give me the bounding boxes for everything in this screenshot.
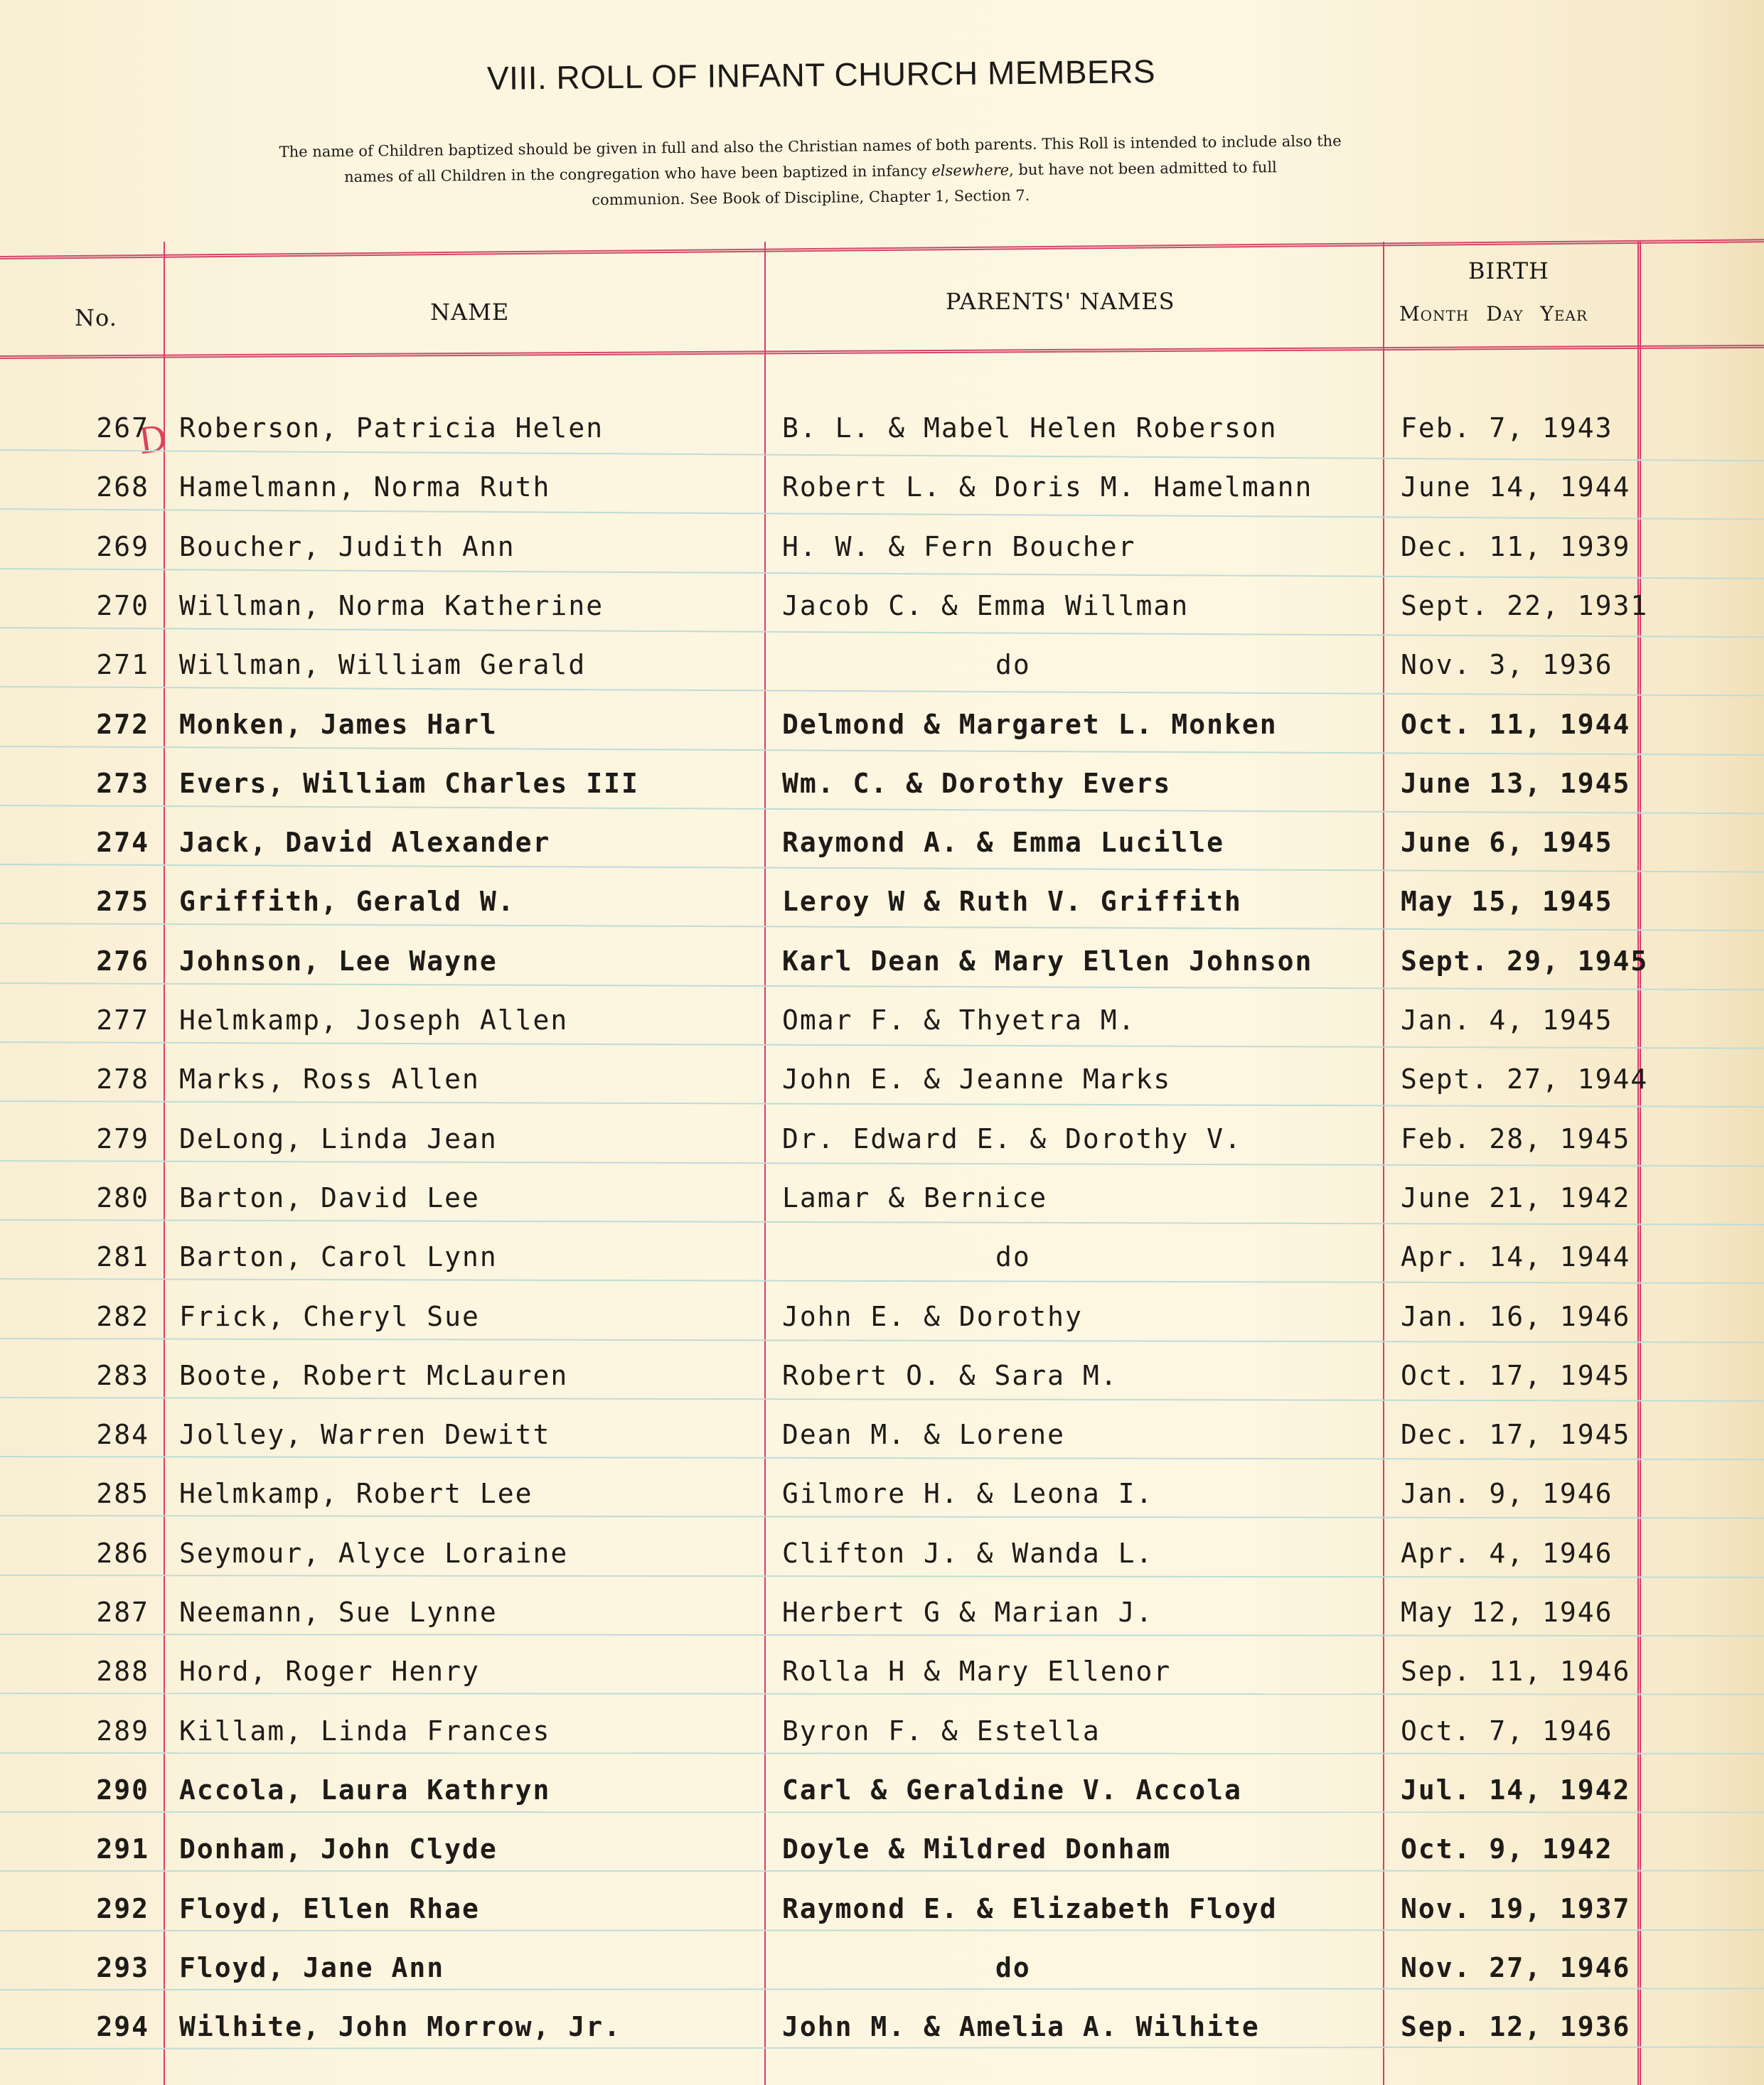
table-row [0, 412, 1764, 455]
birth-date: June 6, 1945 [1401, 827, 1613, 858]
birth-date: Jul. 14, 1942 [1401, 1774, 1631, 1806]
row-number: 277 [96, 1004, 149, 1036]
header-top-rule [0, 239, 1764, 259]
row-number: 291 [96, 1833, 149, 1865]
child-name: Helmkamp, Joseph Allen [179, 1004, 569, 1036]
table-row [0, 1893, 1764, 1936]
parents-names: Jacob C. & Emma Willman [782, 590, 1190, 621]
child-name: Neemann, Sue Lynne [179, 1597, 498, 1628]
birth-date: Oct. 11, 1944 [1401, 709, 1631, 740]
birth-date: Sep. 11, 1946 [1401, 1656, 1631, 1687]
parents-names: John E. & Jeanne Marks [782, 1063, 1172, 1095]
birth-date: Sep. 12, 1936 [1401, 2011, 1631, 2042]
header-birth-subcolumns: Month Day Year [1399, 302, 1588, 326]
table-row [0, 1715, 1764, 1758]
child-name: Accola, Laura Kathryn [179, 1774, 551, 1806]
birth-date: Oct. 7, 1946 [1401, 1715, 1613, 1747]
parents-names: Doyle & Mildred Donham [782, 1833, 1172, 1865]
row-number: 290 [96, 1774, 149, 1806]
instructions-emphasis: elsewhere [931, 161, 1010, 180]
table-row [0, 1123, 1764, 1166]
birth-date: Jan. 4, 1945 [1401, 1004, 1613, 1036]
child-name: Johnson, Lee Wayne [179, 945, 498, 977]
child-name: Willman, Norma Katherine [179, 590, 604, 621]
table-row [0, 1004, 1764, 1047]
parents-names: Raymond A. & Emma Lucille [782, 827, 1224, 858]
birth-date: Jan. 16, 1946 [1401, 1301, 1631, 1332]
birth-date: Feb. 28, 1945 [1401, 1123, 1631, 1154]
child-name: Floyd, Jane Ann [179, 1952, 445, 1983]
child-name: Monken, James Harl [179, 709, 498, 740]
row-number: 292 [96, 1893, 149, 1924]
instructions-line-3: communion. See Book of Discipline, Chapter 1, Section 7. [592, 186, 1030, 209]
page-title: VIII. ROLL OF INFANT CHURCH MEMBERS [486, 53, 1156, 97]
child-name: Boote, Robert McLauren [179, 1360, 569, 1391]
child-name: Helmkamp, Robert Lee [179, 1478, 533, 1509]
birth-date: May 12, 1946 [1401, 1597, 1613, 1628]
table-row [0, 827, 1764, 869]
table-row [0, 1774, 1764, 1817]
header-no: No. [75, 304, 117, 331]
birth-date: Nov. 27, 1946 [1401, 1952, 1631, 1983]
birth-date: Apr. 4, 1946 [1401, 1538, 1613, 1569]
birth-date: May 15, 1945 [1401, 886, 1613, 917]
birth-date: Sept. 29, 1945 [1401, 945, 1649, 977]
birth-date: Sept. 27, 1944 [1401, 1063, 1649, 1095]
parents-names: Delmond & Margaret L. Monken [782, 709, 1278, 740]
child-name: Floyd, Ellen Rhae [179, 1893, 480, 1924]
child-name: Hord, Roger Henry [179, 1656, 480, 1687]
child-name: Evers, William Charles III [179, 768, 639, 799]
row-number: 289 [96, 1715, 149, 1747]
parents-names: Rolla H & Mary Ellenor [782, 1656, 1172, 1687]
table-row [0, 531, 1764, 574]
child-name: Roberson, Patricia Helen [179, 412, 604, 444]
parents-names: Wm. C. & Dorothy Evers [782, 768, 1172, 799]
table-row [0, 1241, 1764, 1284]
table-row [0, 1063, 1764, 1106]
child-name: Donham, John Clyde [179, 1833, 498, 1865]
row-number: 276 [96, 945, 149, 977]
red-annotation-mark: D [136, 417, 170, 463]
birth-date: Jan. 9, 1946 [1401, 1478, 1613, 1509]
parents-names: Raymond E. & Elizabeth Floyd [782, 1893, 1278, 1924]
child-name: Boucher, Judith Ann [179, 531, 515, 562]
parents-names: Dr. Edward E. & Dorothy V. [782, 1123, 1242, 1154]
child-name: Hamelmann, Norma Ruth [179, 471, 551, 503]
row-number: 275 [96, 886, 149, 917]
table-row [0, 886, 1764, 928]
row-number: 270 [96, 590, 149, 621]
child-name: Marks, Ross Allen [179, 1063, 480, 1095]
child-name: Frick, Cheryl Sue [179, 1301, 480, 1332]
row-number: 269 [96, 531, 149, 562]
birth-date: Nov. 19, 1937 [1401, 1893, 1631, 1924]
row-number: 280 [96, 1182, 149, 1213]
row-number: 284 [96, 1419, 149, 1450]
header-name: NAME [430, 299, 510, 326]
parents-names: Carl & Geraldine V. Accola [782, 1774, 1242, 1806]
birth-date: June 13, 1945 [1401, 768, 1631, 799]
parents-names: do [995, 1241, 1031, 1272]
parents-names: do [995, 1952, 1031, 1983]
row-number: 274 [96, 827, 149, 858]
parents-names: Byron F. & Estella [782, 1715, 1101, 1747]
table-row [0, 1538, 1764, 1580]
child-name: Barton, Carol Lynn [179, 1241, 498, 1272]
row-number: 288 [96, 1656, 149, 1687]
birth-date: June 14, 1944 [1401, 471, 1631, 503]
table-row [0, 768, 1764, 810]
birth-date: Apr. 14, 1944 [1401, 1241, 1631, 1272]
parents-names: Karl Dean & Mary Ellen Johnson [782, 945, 1313, 977]
table-row [0, 471, 1764, 514]
table-row [0, 945, 1764, 988]
table-row [0, 1833, 1764, 1876]
child-name: DeLong, Linda Jean [179, 1123, 498, 1154]
parents-names: Robert L. & Doris M. Hamelmann [782, 471, 1313, 503]
header-parents: PARENTS' NAMES [946, 288, 1175, 315]
parents-names: Omar F. & Thyetra M. [782, 1004, 1136, 1036]
child-name: Jolley, Warren Dewitt [179, 1419, 551, 1450]
birth-date: June 21, 1942 [1401, 1182, 1631, 1213]
table-row [0, 1952, 1764, 1995]
child-name: Jack, David Alexander [179, 827, 551, 858]
row-number: 281 [96, 1241, 149, 1272]
birth-date: Nov. 3, 1936 [1401, 649, 1613, 680]
child-name: Willman, William Gerald [179, 649, 587, 680]
parents-names: B. L. & Mabel Helen Roberson [782, 412, 1278, 444]
birth-date: Sept. 22, 1931 [1401, 590, 1649, 621]
row-number: 273 [96, 768, 149, 799]
row-number: 287 [96, 1597, 149, 1628]
parents-names: do [995, 649, 1031, 680]
parents-names: Dean M. & Lorene [782, 1419, 1066, 1450]
birth-date: Feb. 7, 1943 [1401, 412, 1613, 444]
table-row [0, 1597, 1764, 1639]
instructions-line-1: The name of Children baptized should be given in full and also the Christian names of both parents. This Roll is intended to include also the [279, 132, 1342, 161]
birth-date: Dec. 17, 1945 [1401, 1419, 1631, 1450]
table-row [0, 1182, 1764, 1225]
birth-date: Dec. 11, 1939 [1401, 531, 1631, 562]
table-row [0, 709, 1764, 751]
table-row [0, 1360, 1764, 1403]
row-number: 293 [96, 1952, 149, 1983]
parents-names: Leroy W & Ruth V. Griffith [782, 886, 1242, 917]
table-row [0, 1419, 1764, 1462]
instructions-line-2-end: , but have not been admitted to full [1008, 159, 1277, 179]
child-name: Griffith, Gerald W. [179, 886, 515, 917]
parents-names: Clifton J. & Wanda L. [782, 1538, 1154, 1569]
child-name: Barton, David Lee [179, 1182, 480, 1213]
row-number: 283 [96, 1360, 149, 1391]
header-bottom-rule [0, 345, 1764, 359]
row-number: 272 [96, 709, 149, 740]
row-number: 278 [96, 1063, 149, 1095]
parents-names: Herbert G & Marian J. [782, 1597, 1154, 1628]
row-number: 279 [96, 1123, 149, 1154]
row-number: 286 [96, 1538, 149, 1569]
child-name: Seymour, Alyce Loraine [179, 1538, 569, 1569]
instructions-line-2-start: names of all Children in the congregation who have been baptized in infancy [344, 162, 932, 186]
table-row [0, 590, 1764, 633]
table-row [0, 1478, 1764, 1521]
parents-names: Gilmore H. & Leona I. [782, 1478, 1154, 1509]
instructions-text [134, 127, 1486, 218]
child-name: Wilhite, John Morrow, Jr. [179, 2011, 621, 2042]
table-row [0, 1656, 1764, 1698]
row-number: 268 [96, 471, 149, 503]
birth-date: Oct. 17, 1945 [1401, 1360, 1631, 1391]
parents-names: H. W. & Fern Boucher [782, 531, 1136, 562]
table-row [0, 649, 1764, 692]
child-name: Killam, Linda Frances [179, 1715, 551, 1747]
row-number: 271 [96, 649, 149, 680]
birth-date: Oct. 9, 1942 [1401, 1833, 1613, 1865]
row-number: 267 [96, 412, 149, 444]
parents-names: John M. & Amelia A. Wilhite [782, 2011, 1260, 2042]
row-number: 285 [96, 1478, 149, 1509]
parents-names: John E. & Dorothy [782, 1301, 1083, 1332]
table-row [0, 1301, 1764, 1344]
parents-names: Robert O. & Sara M. [782, 1360, 1118, 1391]
table-row [0, 2011, 1764, 2054]
header-birth: BIRTH [1468, 257, 1549, 284]
parents-names: Lamar & Bernice [782, 1182, 1048, 1213]
row-number: 294 [96, 2011, 149, 2042]
row-number: 282 [96, 1301, 149, 1332]
